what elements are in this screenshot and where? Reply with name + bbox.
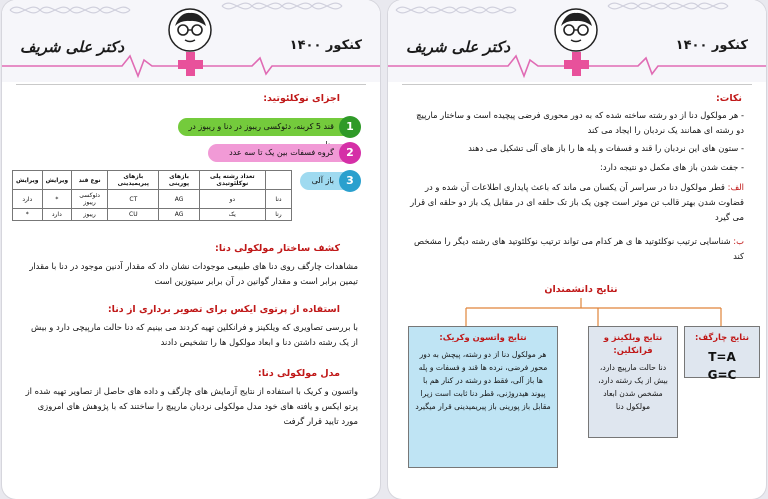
component-pill-phosphate	[208, 144, 358, 162]
pill-number: 2	[339, 142, 361, 164]
table-cell: دو	[199, 190, 265, 209]
component-pill-sugar	[178, 118, 358, 136]
result-a	[410, 180, 744, 225]
card-body: دنا حالت مارپیچ دارد، بیش از یک رشته دارد، مشخص شدن ابعاد مولکول دنا	[598, 363, 668, 411]
note-bullet: - هر مولکول دنا از دو رشته ساخته شده که به دور محوری فرضی پیچیده است و ساختار مارپیچ دو رشته ای همانند یک نردبان را ایجاد می کند	[416, 110, 744, 135]
table-header: تعداد رشته پلی نوکلئوتیدی	[199, 171, 265, 190]
table-cell: دارد	[13, 190, 43, 209]
table-cell: *	[13, 209, 43, 221]
table-cell: دئوکسی ریبوز	[72, 190, 108, 209]
brand-name: دکتر علی شریف	[20, 38, 125, 56]
watson-crick-card	[408, 326, 558, 468]
section-body: واتسون و کریک با استفاده از نتایج آزمایش های چارگف و داده های حاصل از تصاویر تهیه شده از پرتو ایکس و یافته های خود مدل مولکولی نردبان مارپیچ را ساختند که با پژوهش های امروزی مورد تایید قرار گرفت	[25, 386, 358, 426]
table-row	[13, 190, 292, 209]
table-header-row	[13, 171, 292, 190]
note-bullet: - جفت شدن باز های مکمل دو نتیجه دارد:	[600, 162, 744, 172]
card-title: نتایج ویلکینز و فرانکلین:	[603, 332, 663, 355]
section-heading: استفاده از پرتوی ایکس برای تصویر برداری از دنا:	[107, 304, 340, 315]
section-title: نکات:	[715, 93, 742, 104]
wilkins-franklin-card	[588, 326, 678, 438]
result-a-text: قطر مولکول دنا در سراسر آن یکسان می ماند که باعث پایداری اطلاعات آن شده و در قضاوت شدن بهتر قالب تن موثر است چون یک باز تک حلقه ای در مقابل یک باز دو حلقه ای قرار می گیرد	[410, 182, 744, 222]
component-pill-base	[300, 172, 358, 190]
result-b	[410, 234, 744, 264]
section-heading: مدل مولکولی دنا:	[257, 368, 340, 379]
table-cell: رنا	[266, 209, 292, 221]
table-cell: CU	[108, 209, 159, 221]
card-title: نتایج چارگف:	[695, 332, 749, 342]
card-body: هر مولکول دنا از دو رشته، پیچش به دور محور فرضی، نرده ها قند و فسفات و پله ها باز آلی، فقط دو رشته در کنار هم با پیوند هیدروژنی، قطر دنا ثابت است زیرا مقابل باز پورینی باز پیریمیدینی قرار میگیرد	[415, 350, 551, 411]
table-cell: یک	[199, 209, 265, 221]
nucleotide-table	[12, 170, 292, 221]
result-b-text: شناسایی ترتیب نوکلئوتید ها ی هر کدام می تواند ترتیب نوکلئوتید های رشته دیگر را مشخص کند	[414, 236, 744, 261]
card-title: نتایج واتسون وکریک:	[439, 332, 527, 342]
left-page	[2, 0, 380, 499]
table-cell: ریبوز	[72, 209, 108, 221]
pill-text: گروه فسفات بین یک تا سه عدد	[229, 148, 334, 157]
card-equation: G=C	[707, 368, 737, 382]
pill-text: باز آلی	[311, 176, 334, 185]
diagram-root: نتایج دانشمندان	[544, 284, 618, 295]
table-cell: AG	[159, 209, 199, 221]
brand-name: دکتر علی شریف	[406, 38, 511, 56]
table-cell: دنا	[266, 190, 292, 209]
table-cell: CT	[108, 190, 159, 209]
diagram-connectors	[388, 296, 766, 326]
section-title: اجزای نوکلئوتید:	[263, 93, 340, 104]
header-divider	[16, 84, 366, 85]
note-bullet: - ستون های این نردبان را قند و فسفات و پله ها را باز های آلی تشکیل می دهند	[468, 143, 744, 153]
table-cell: AG	[159, 190, 199, 209]
page-banner	[388, 0, 766, 82]
result-b-label: ب:	[733, 236, 744, 246]
table-header: نوع قند	[72, 171, 108, 190]
table-header: بازهای پورینی	[159, 171, 199, 190]
section-body: با بررسی تصاویری که ویلکینز و فرانکلین تهیه کردند می بینیم که دنا حالت مارپیچی دارد و بیش از یک رشته داشتن دنا و ابعاد مولکول ها را تشخیص دادند	[31, 322, 358, 347]
table-cell: دارد	[42, 209, 72, 221]
result-a-label: الف:	[727, 182, 744, 192]
table-header: ویرایش	[13, 171, 43, 190]
pill-number: 3	[339, 170, 361, 192]
section-body: مشاهدات چارگف روی دنا های طبیعی موجودات نشان داد که مقدار آدنین موجود در دنا با مقدار تیمین برابر است و مقدار گوانین در آن برابر سیتوزین است	[29, 261, 358, 286]
page-banner	[2, 0, 380, 82]
section-heading: کشف ساختار مولکولی دنا:	[215, 243, 340, 254]
table-header: بازهای پیریمیدینی	[108, 171, 159, 190]
table-header	[266, 171, 292, 190]
doctor-avatar-icon	[168, 8, 212, 52]
right-page	[388, 0, 766, 499]
pill-number: 1	[339, 116, 361, 138]
doctor-avatar-icon	[554, 8, 598, 52]
konkur-label: کنکور ۱۴۰۰	[289, 38, 362, 53]
konkur-label: کنکور ۱۴۰۰	[675, 38, 748, 53]
table-header: ویرایش	[42, 171, 72, 190]
header-divider	[402, 84, 752, 85]
table-cell: *	[42, 190, 72, 209]
card-equation: T=A	[708, 350, 736, 364]
pill-text: قند 5 کربنه، دئوکسی ریبوز در دنا و ریبوز در	[188, 122, 334, 131]
table-row	[13, 209, 292, 221]
chargaff-card	[684, 326, 760, 382]
